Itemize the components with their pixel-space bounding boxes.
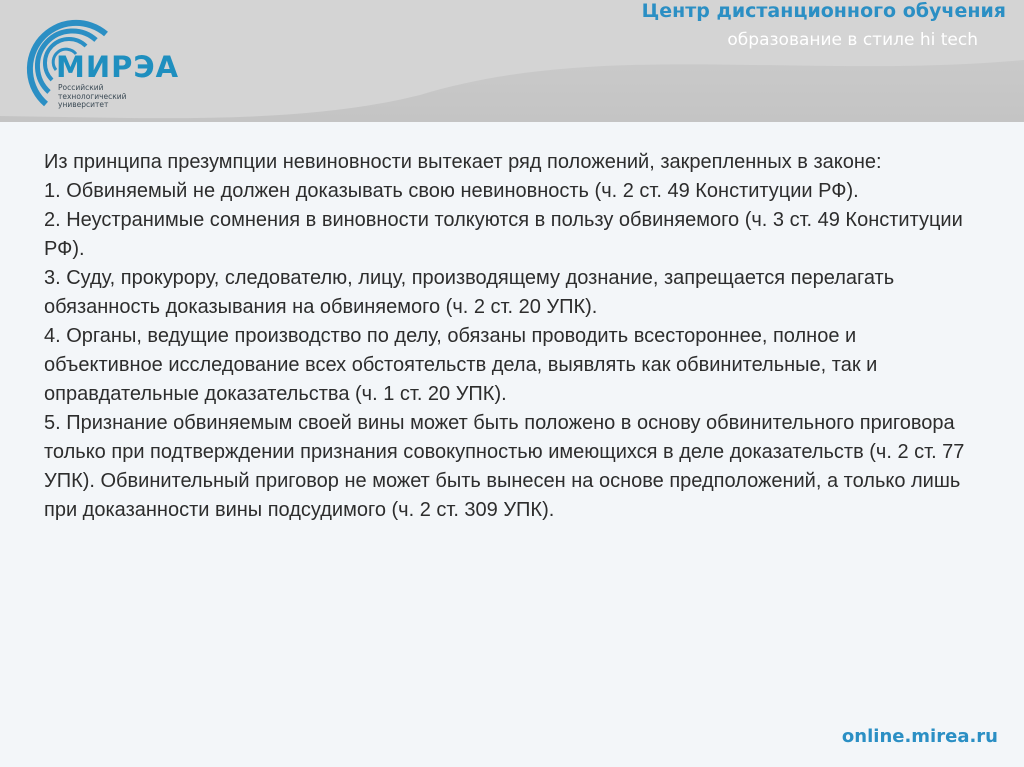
logo-subtitle <box>58 84 148 110</box>
body-paragraph-item-1: 1. Обвиняемый не должен доказывать свою невиновность (ч. 2 ст. 49 Конституции РФ). <box>44 180 859 202</box>
logo-subtitle-line: университет <box>58 100 109 109</box>
header-band <box>0 0 1024 122</box>
body-paragraph-item-2: 2. Неустранимые сомнения в виновности толкуются в пользу обвиняемого (ч. 3 ст. 49 Конституции РФ). <box>44 209 963 260</box>
center-title: Центр дистанционного обучения <box>641 0 1006 22</box>
website-link[interactable]: online.mirea.ru <box>841 726 998 747</box>
body-paragraph-item-5: 5. Признание обвиняемым своей вины может быть положено в основу обвинительного приговора только при подтверждении признания совокупностью имеющихся в деле доказательств (ч. 2 ст. 77 УПК). Обвинительный приговор не может быть вынесен на основе предположений, а только лишь при доказанности вины подсудимого (ч. 2 ст. 309 УПК). <box>44 412 965 521</box>
body-paragraph-item-4: 4. Органы, ведущие производство по делу, обязаны проводить всестороннее, полное и объективное исследование всех обстоятельств дела, выявлять как обвинительные, так и оправдательные доказательства (ч. 1 ст. 20 УПК). <box>44 325 878 405</box>
center-tagline: образование в стиле hi tech <box>727 30 978 50</box>
logo-title: МИРЭА <box>56 50 180 84</box>
logo-subtitle-line: Российский <box>58 83 104 92</box>
body-paragraph-intro: Из принципа презумпции невиновности вытекает ряд положений, закрепленных в законе: <box>44 151 882 173</box>
body-paragraph-item-3: 3. Суду, прокурору, следователю, лицу, производящему дознание, запрещается перелагать обязанность доказывания на обвиняемого (ч. 2 ст. 20 УПК). <box>44 267 895 318</box>
mirea-logo[interactable] <box>6 4 180 114</box>
slide-body-text <box>44 148 974 525</box>
logo-subtitle-line: технологический <box>58 91 127 101</box>
